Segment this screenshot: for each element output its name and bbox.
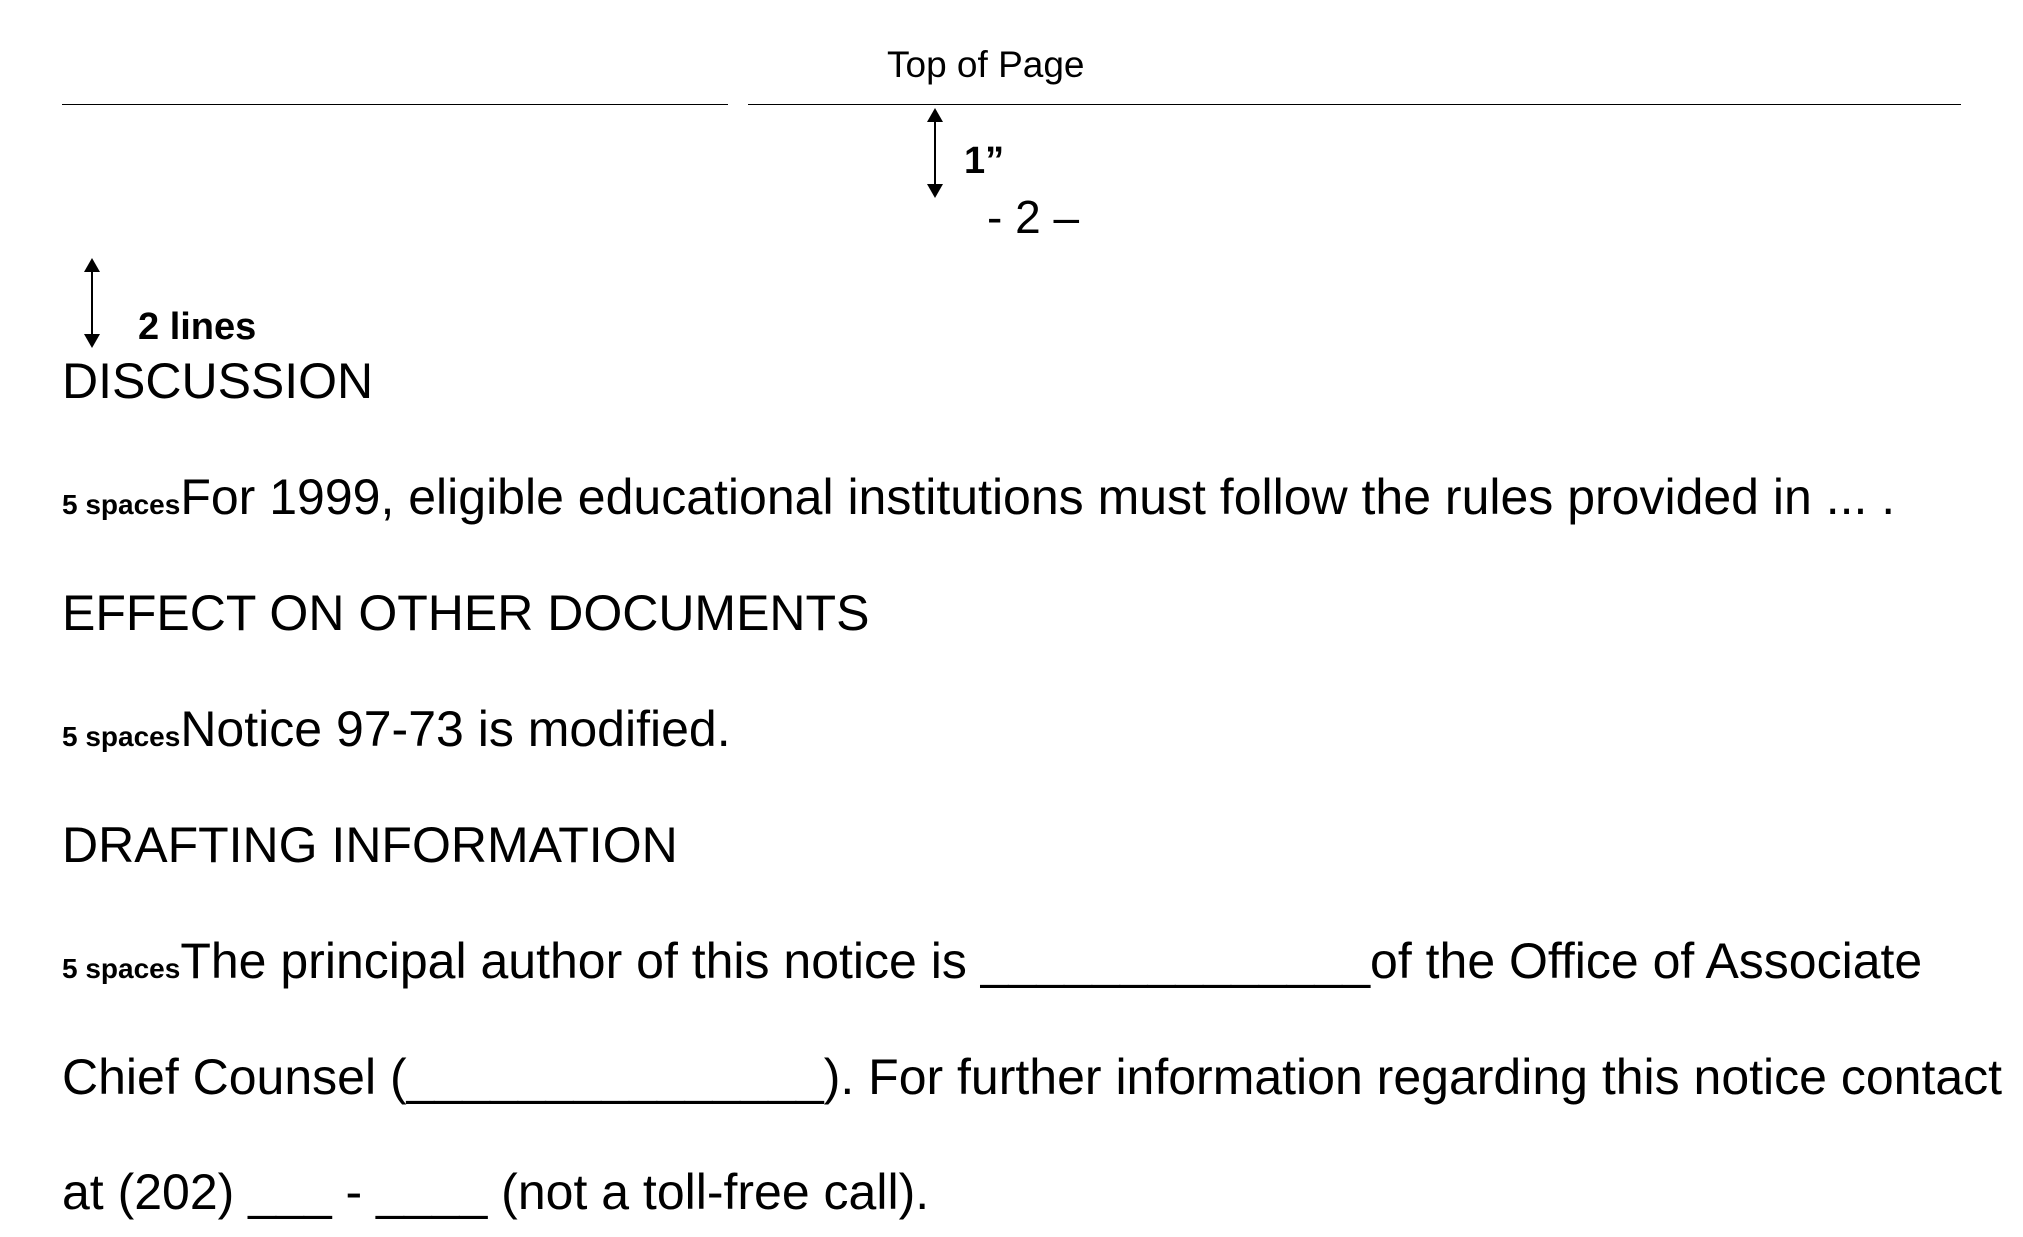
indent-note: 5 spaces <box>62 953 181 984</box>
paragraph-drafting-line-2: Chief Counsel (_______________). For further information regarding this notice contact <box>62 1049 2003 1105</box>
paragraph-text: For 1999, eligible educational institutions must follow the rules provided in ... . <box>180 469 1896 525</box>
paragraph-drafting-line-3: at (202) ___ - ____ (not a toll-free call). <box>62 1164 930 1220</box>
top-rule-right <box>748 104 1961 105</box>
heading-drafting-information: DRAFTING INFORMATION <box>62 817 678 873</box>
paragraph-text: The principal author of this notice is ______________of the Office of Associate <box>180 933 1923 989</box>
heading-discussion: DISCUSSION <box>62 353 374 409</box>
paragraph-discussion <box>62 468 1895 526</box>
heading-effect-on-other-documents: EFFECT ON OTHER DOCUMENTS <box>62 585 870 641</box>
line-spacing-label: 2 lines <box>138 306 257 348</box>
indent-note: 5 spaces <box>62 721 181 752</box>
indent-note: 5 spaces <box>62 489 181 520</box>
top-rule-left <box>62 104 728 105</box>
paragraph-drafting-line-1 <box>62 932 1922 990</box>
margin-measure-label: 1” <box>964 140 1005 182</box>
top-of-page-label: Top of Page <box>887 44 1085 85</box>
page-number: - 2 – <box>987 191 1080 243</box>
margin-arrow-icon <box>923 108 947 198</box>
paragraph-effect <box>62 700 731 758</box>
paragraph-text: Notice 97-73 is modified. <box>180 701 731 757</box>
spacing-arrow-icon <box>80 258 104 348</box>
